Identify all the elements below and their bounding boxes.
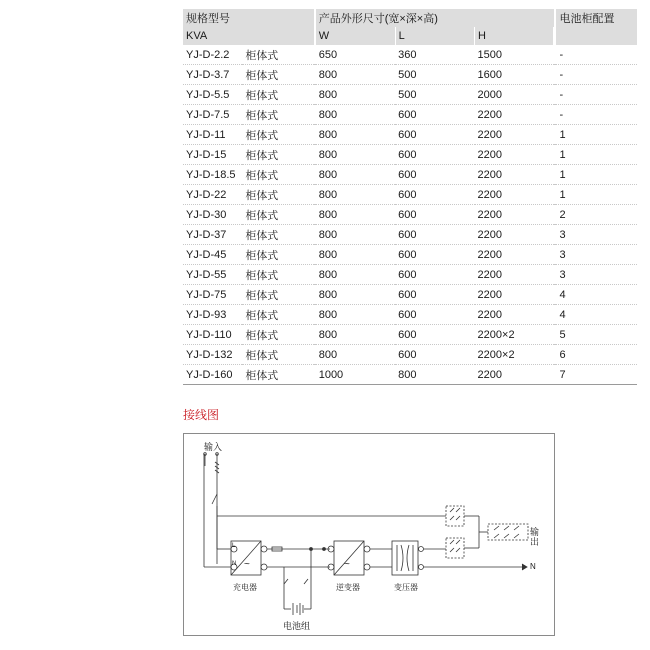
header-kva: KVA bbox=[183, 27, 314, 45]
cell-height: 2200 bbox=[475, 125, 554, 145]
cell-height: 1500 bbox=[475, 45, 554, 65]
cell-depth: 600 bbox=[395, 185, 474, 205]
cell-height: 2200 bbox=[475, 305, 554, 325]
cell-battery: - bbox=[556, 45, 637, 65]
cell-width: 650 bbox=[316, 45, 395, 65]
table-row bbox=[183, 165, 637, 185]
table-header-row bbox=[183, 9, 637, 27]
cell-depth: 600 bbox=[395, 285, 474, 305]
cell-type: 柜体式 bbox=[242, 245, 313, 265]
transfer-switch-box bbox=[446, 506, 464, 526]
cell-model: YJ-D-110 bbox=[183, 325, 242, 345]
wiring-diagram-svg bbox=[184, 434, 556, 637]
output-label-1: 输 bbox=[530, 527, 540, 537]
cell-height: 1600 bbox=[475, 65, 554, 85]
inverter-label: 逆变器 bbox=[336, 583, 360, 592]
cell-model: YJ-D-160 bbox=[183, 365, 242, 385]
cell-model: YJ-D-30 bbox=[183, 205, 242, 225]
table-row bbox=[183, 85, 637, 105]
cell-height: 2200 bbox=[475, 205, 554, 225]
cell-depth: 500 bbox=[395, 85, 474, 105]
cell-battery: - bbox=[556, 105, 637, 125]
header-battery-cabinet: 电池柜配置 bbox=[556, 9, 637, 27]
cell-height: 2200 bbox=[475, 285, 554, 305]
cell-type: 柜体式 bbox=[242, 265, 313, 285]
cell-type: 柜体式 bbox=[242, 65, 313, 85]
cell-width: 800 bbox=[316, 225, 395, 245]
neutral-output-label: N bbox=[530, 562, 536, 571]
cell-battery: 2 bbox=[556, 205, 637, 225]
table-row bbox=[183, 45, 637, 65]
cell-height: 2200 bbox=[475, 225, 554, 245]
cell-width: 800 bbox=[316, 245, 395, 265]
cell-height: 2200 bbox=[475, 105, 554, 125]
cell-depth: 800 bbox=[395, 365, 474, 385]
cell-type: 柜体式 bbox=[242, 185, 313, 205]
cell-depth: 600 bbox=[395, 205, 474, 225]
cell-type: 柜体式 bbox=[242, 365, 313, 385]
output-label-2: 出 bbox=[530, 537, 540, 547]
cell-depth: 360 bbox=[395, 45, 474, 65]
cell-battery: 1 bbox=[556, 185, 637, 205]
table-row bbox=[183, 305, 637, 325]
cell-battery: 1 bbox=[556, 145, 637, 165]
cell-type: 柜体式 bbox=[242, 225, 313, 245]
charger-ac-symbol: ~ bbox=[244, 559, 250, 570]
input-breaker-icon bbox=[212, 494, 217, 504]
cell-width: 800 bbox=[316, 165, 395, 185]
cell-battery: 1 bbox=[556, 125, 637, 145]
transformer-label: 变压器 bbox=[394, 583, 418, 592]
cell-type: 柜体式 bbox=[242, 345, 313, 365]
cell-width: 800 bbox=[316, 325, 395, 345]
table-row bbox=[183, 65, 637, 85]
cell-type: 柜体式 bbox=[242, 125, 313, 145]
cell-type: 柜体式 bbox=[242, 85, 313, 105]
cell-model: YJ-D-2.2 bbox=[183, 45, 242, 65]
cell-model: YJ-D-15 bbox=[183, 145, 242, 165]
cell-battery: 4 bbox=[556, 285, 637, 305]
cell-height: 2200×2 bbox=[475, 345, 554, 365]
header-l: L bbox=[395, 27, 474, 45]
input-label: 输入 bbox=[204, 442, 223, 452]
transformer-box bbox=[392, 541, 418, 575]
cell-width: 800 bbox=[316, 65, 395, 85]
cell-height: 2000 bbox=[475, 85, 554, 105]
cell-battery: 7 bbox=[556, 365, 637, 385]
cell-height: 2200 bbox=[475, 365, 554, 385]
cell-depth: 600 bbox=[395, 345, 474, 365]
cell-depth: 600 bbox=[395, 325, 474, 345]
cell-battery: 5 bbox=[556, 325, 637, 345]
cell-width: 800 bbox=[316, 145, 395, 165]
cell-width: 800 bbox=[316, 105, 395, 125]
cell-model: YJ-D-75 bbox=[183, 285, 242, 305]
cell-type: 柜体式 bbox=[242, 145, 313, 165]
cell-battery: - bbox=[556, 85, 637, 105]
cell-width: 1000 bbox=[316, 365, 395, 385]
table-row bbox=[183, 245, 637, 265]
table-row bbox=[183, 145, 637, 165]
cell-type: 柜体式 bbox=[242, 165, 313, 185]
cell-model: YJ-D-93 bbox=[183, 305, 242, 325]
cell-depth: 600 bbox=[395, 165, 474, 185]
cell-type: 柜体式 bbox=[242, 205, 313, 225]
table-row bbox=[183, 225, 637, 245]
cell-model: YJ-D-37 bbox=[183, 225, 242, 245]
battery-label: 电池组 bbox=[283, 621, 311, 631]
cell-battery: 3 bbox=[556, 245, 637, 265]
table-row bbox=[183, 185, 637, 205]
cell-height: 2200 bbox=[475, 145, 554, 165]
cell-width: 800 bbox=[316, 305, 395, 325]
cell-depth: 600 bbox=[395, 305, 474, 325]
cell-height: 2200×2 bbox=[475, 325, 554, 345]
header-dimensions: 产品外形尺寸(宽×深×高) bbox=[316, 9, 554, 27]
cell-battery: - bbox=[556, 65, 637, 85]
table-subheader-row bbox=[183, 27, 637, 45]
cell-depth: 600 bbox=[395, 265, 474, 285]
cell-depth: 600 bbox=[395, 125, 474, 145]
cell-depth: 600 bbox=[395, 225, 474, 245]
cell-battery: 1 bbox=[556, 165, 637, 185]
table-row bbox=[183, 205, 637, 225]
input-fuse-icon bbox=[215, 462, 219, 473]
cell-width: 800 bbox=[316, 85, 395, 105]
wiring-diagram bbox=[183, 433, 555, 636]
spec-table bbox=[183, 9, 637, 385]
cell-height: 2200 bbox=[475, 185, 554, 205]
table-row bbox=[183, 285, 637, 305]
cell-type: 柜体式 bbox=[242, 305, 313, 325]
cell-height: 2200 bbox=[475, 245, 554, 265]
cell-model: YJ-D-132 bbox=[183, 345, 242, 365]
table-row bbox=[183, 345, 637, 365]
wiring-diagram-title: 接线图 bbox=[183, 408, 220, 422]
cell-depth: 600 bbox=[395, 105, 474, 125]
cell-width: 800 bbox=[316, 345, 395, 365]
table-row bbox=[183, 265, 637, 285]
cell-type: 柜体式 bbox=[242, 105, 313, 125]
cell-width: 800 bbox=[316, 205, 395, 225]
cell-model: YJ-D-55 bbox=[183, 265, 242, 285]
cell-battery: 3 bbox=[556, 225, 637, 245]
charger-terminal-n: N bbox=[232, 561, 237, 567]
cell-model: YJ-D-18.5 bbox=[183, 165, 242, 185]
table-row bbox=[183, 125, 637, 145]
cell-battery: 6 bbox=[556, 345, 637, 365]
cell-model: YJ-D-45 bbox=[183, 245, 242, 265]
header-spec-model: 规格型号 bbox=[183, 9, 314, 27]
cell-model: YJ-D-5.5 bbox=[183, 85, 242, 105]
charger-terminal-l: L bbox=[232, 543, 236, 549]
charger-label: 充电器 bbox=[233, 583, 257, 592]
cell-width: 800 bbox=[316, 125, 395, 145]
cell-height: 2200 bbox=[475, 265, 554, 285]
cell-battery: 4 bbox=[556, 305, 637, 325]
cell-width: 800 bbox=[316, 285, 395, 305]
header-h: H bbox=[475, 27, 554, 45]
cell-type: 柜体式 bbox=[242, 45, 313, 65]
cell-width: 800 bbox=[316, 265, 395, 285]
cell-height: 2200 bbox=[475, 165, 554, 185]
cell-model: YJ-D-22 bbox=[183, 185, 242, 205]
cell-depth: 500 bbox=[395, 65, 474, 85]
transfer-switch-box bbox=[446, 538, 464, 558]
cell-model: YJ-D-3.7 bbox=[183, 65, 242, 85]
table-row bbox=[183, 325, 637, 345]
cell-type: 柜体式 bbox=[242, 325, 313, 345]
cell-width: 800 bbox=[316, 185, 395, 205]
cell-depth: 600 bbox=[395, 245, 474, 265]
inverter-ac-symbol: ~ bbox=[344, 559, 350, 570]
table-row bbox=[183, 365, 637, 385]
cell-depth: 600 bbox=[395, 145, 474, 165]
cell-battery: 3 bbox=[556, 265, 637, 285]
cell-type: 柜体式 bbox=[242, 285, 313, 305]
header-w: W bbox=[316, 27, 395, 45]
table-row bbox=[183, 105, 637, 125]
cell-model: YJ-D-11 bbox=[183, 125, 242, 145]
cell-model: YJ-D-7.5 bbox=[183, 105, 242, 125]
